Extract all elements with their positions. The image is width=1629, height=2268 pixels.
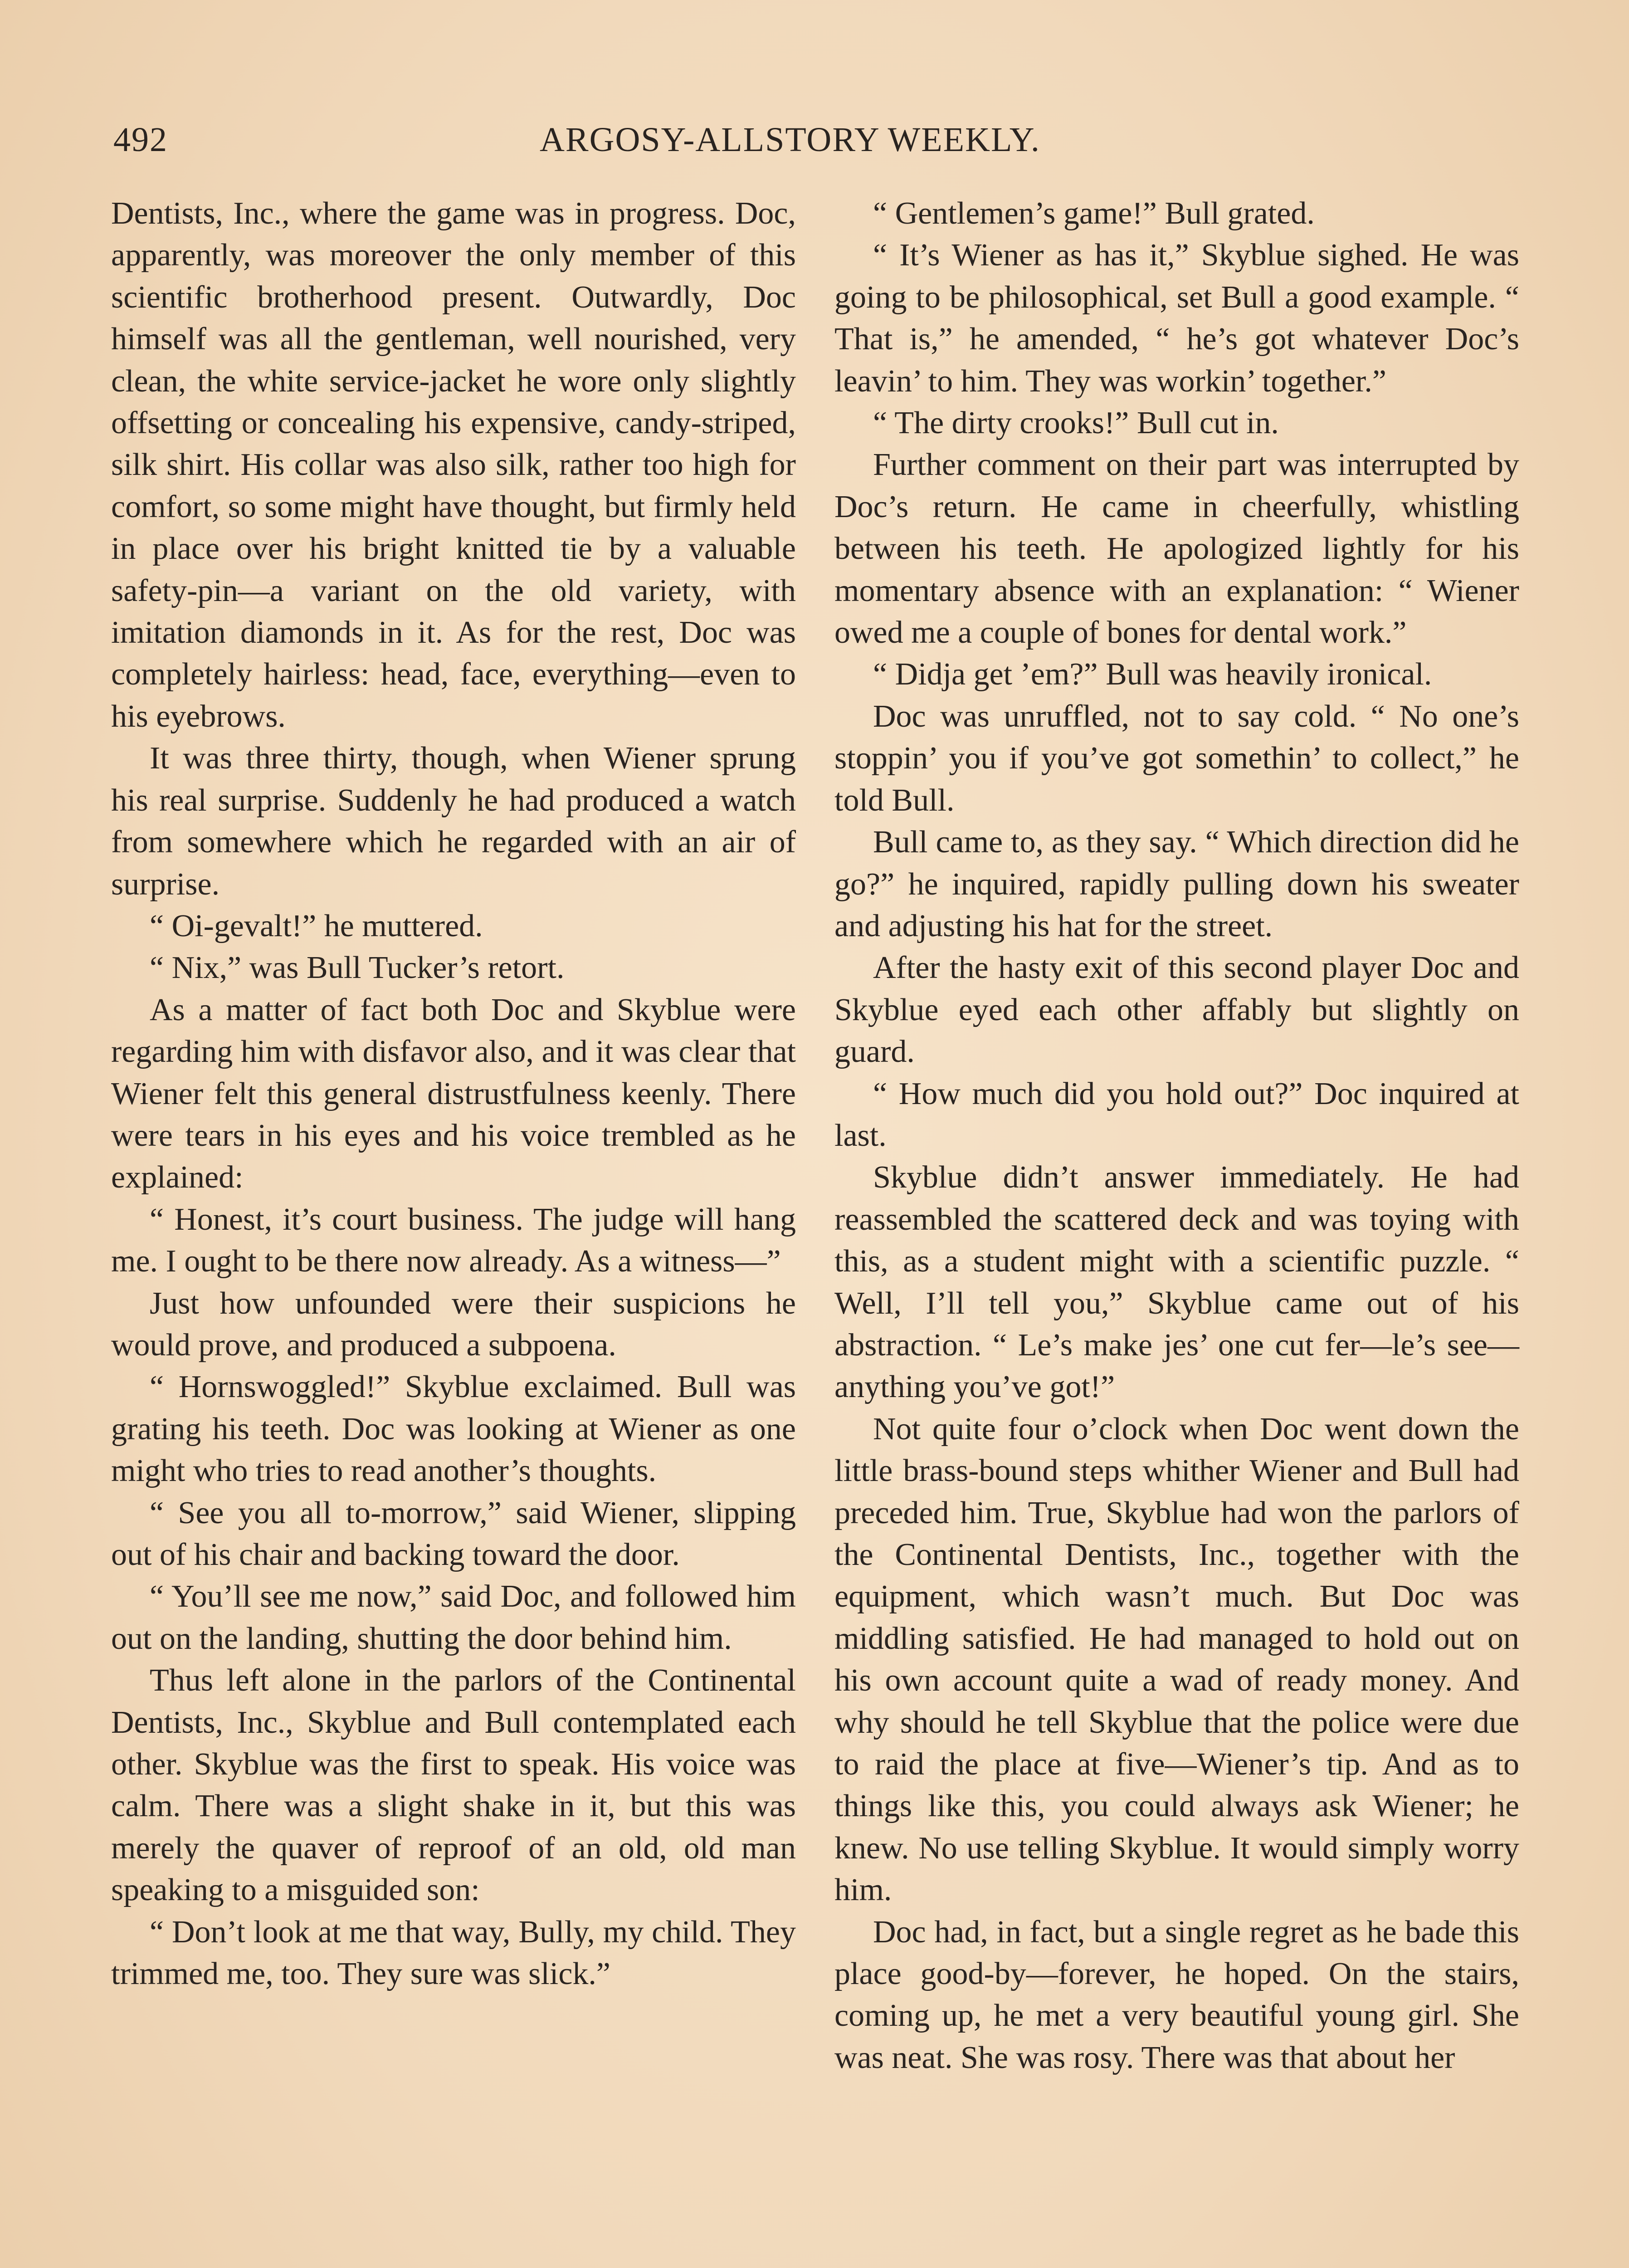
paragraph: “ It’s Wiener as has it,” Skyblue sighed. He was going to be philosophical, set Bull a good example. “ That is,” he amended, “ he’s got whatever Doc’s leavin’ to him. They was workin’ together.” [834, 238, 1519, 399]
paragraph: Dentists, Inc., where the game was in progress. Doc, apparently, was moreover the only member of this scientific brotherhood present. Outwardly, Doc himself was all the gentleman, well nourished, very clean, the white service-jacket he wore only slightly offsetting or concealing his expensive, candy-striped, silk shirt. His collar was also silk, rather too high for comfort, so some might have thought, but firmly held in place over his bright knitted tie by a valuable safety-pin—a variant on the old variety, with imitation diamonds in it. As for the rest, Doc was completely hairless: head, face, everything—even to his eyebrows. [111, 196, 796, 734]
running-title: ARGOSY-ALLSTORY WEEKLY. [540, 121, 1040, 159]
paragraph: “ You’ll see me now,” said Doc, and followed him out on the landing, shutting the door behind him. [111, 1579, 796, 1656]
page-header [113, 120, 1084, 170]
paragraph: “ Don’t look at me that way, Bully, my child. They trimmed me, too. They sure was slick.” [111, 1914, 796, 1992]
paragraph: Bull came to, as they say. “ Which direction did he go?” he inquired, rapidly pulling down his sweater and adjusting his hat for the street. [834, 825, 1519, 943]
paragraph: As a matter of fact both Doc and Skyblue were regarding him with disfavor also, and it was clear that Wiener felt this general distrustfulness keenly. There were tears in his eyes and his voice trembled as he explained: [111, 992, 796, 1195]
paragraph: Thus left alone in the parlors of the Continental Dentists, Inc., Skyblue and Bull contemplated each other. Skyblue was the first to speak. His voice was calm. There was a slight shake in it, but this was merely the quaver of reproof of an old, old man speaking to a misguided son: [111, 1663, 796, 1908]
paragraph: Further comment on their part was interrupted by Doc’s return. He came in cheerfully, whistling between his teeth. He apologized lightly for his momentary absence with an explanation: “ Wiener owed me a couple of bones for dental work.” [834, 447, 1519, 650]
paragraph: Doc was unruffled, not to say cold. “ No one’s stoppin’ you if you’ve got somethin’ to collect,” he told Bull. [834, 699, 1519, 818]
paragraph: Skyblue didn’t answer immediately. He had reassembled the scattered deck and was toying with this, as a student might with a scientific puzzle. “ Well, I’ll tell you,” Skyblue came out of his abstraction. “ Le’s make jes’ one cut fer—le’s see—anything you’ve got!” [834, 1160, 1519, 1405]
paragraph: Doc had, in fact, but a single regret as he bade this place good-by—forever, he hoped. On the stairs, coming up, he met a very beautiful young girl. She was neat. She was rosy. There was that about her [834, 1914, 1519, 2075]
right-column [834, 193, 1519, 2079]
paragraph: “ Oi-gevalt!” he muttered. [150, 908, 483, 943]
paragraph: “ Honest, it’s court business. The judge will hang me. I ought to be there now already. As a witness—” [111, 1202, 796, 1279]
paragraph: “ Nix,” was Bull Tucker’s retort. [150, 950, 565, 986]
paragraph: Not quite four o’clock when Doc went down the little brass-bound steps whither Wiener and Bull had preceded him. True, Skyblue had won the parlors of the Continental Dentists, Inc., together with the equipment, which wasn’t much. But Doc was middling satisfied. He had managed to hold out on his own account quite a wad of ready money. And why should he tell Skyblue that the police were due to raid the place at five—Wiener’s tip. And as to things like this, you could always ask Wiener; he knew. No use telling Skyblue. It would simply worry him. [834, 1411, 1519, 1908]
paragraph: “ Didja get ’em?” Bull was heavily ironical. [873, 657, 1432, 692]
left-column [111, 193, 796, 1995]
paragraph: “ How much did you hold out?” Doc inquired at last. [834, 1076, 1519, 1153]
paragraph: “ Hornswoggled!” Skyblue exclaimed. Bull was grating his teeth. Doc was looking at Wiener as one might who tries to read another’s thoughts. [111, 1369, 796, 1489]
paragraph: It was three thirty, though, when Wiener sprung his real surprise. Suddenly he had produced a watch from somewhere which he regarded with an air of surprise. [111, 741, 796, 902]
paragraph: After the hasty exit of this second player Doc and Skyblue eyed each other affably but slightly on guard. [834, 950, 1519, 1070]
paragraph: “ See you all to-morrow,” said Wiener, slipping out of his chair and backing toward the door. [111, 1495, 796, 1572]
paragraph: Just how unfounded were their suspicions he would prove, and produced a subpoena. [111, 1286, 796, 1363]
paragraph: “ The dirty crooks!” Bull cut in. [873, 406, 1279, 441]
page-number: 492 [113, 121, 168, 159]
paragraph: “ Gentlemen’s game!” Bull grated. [873, 196, 1315, 231]
